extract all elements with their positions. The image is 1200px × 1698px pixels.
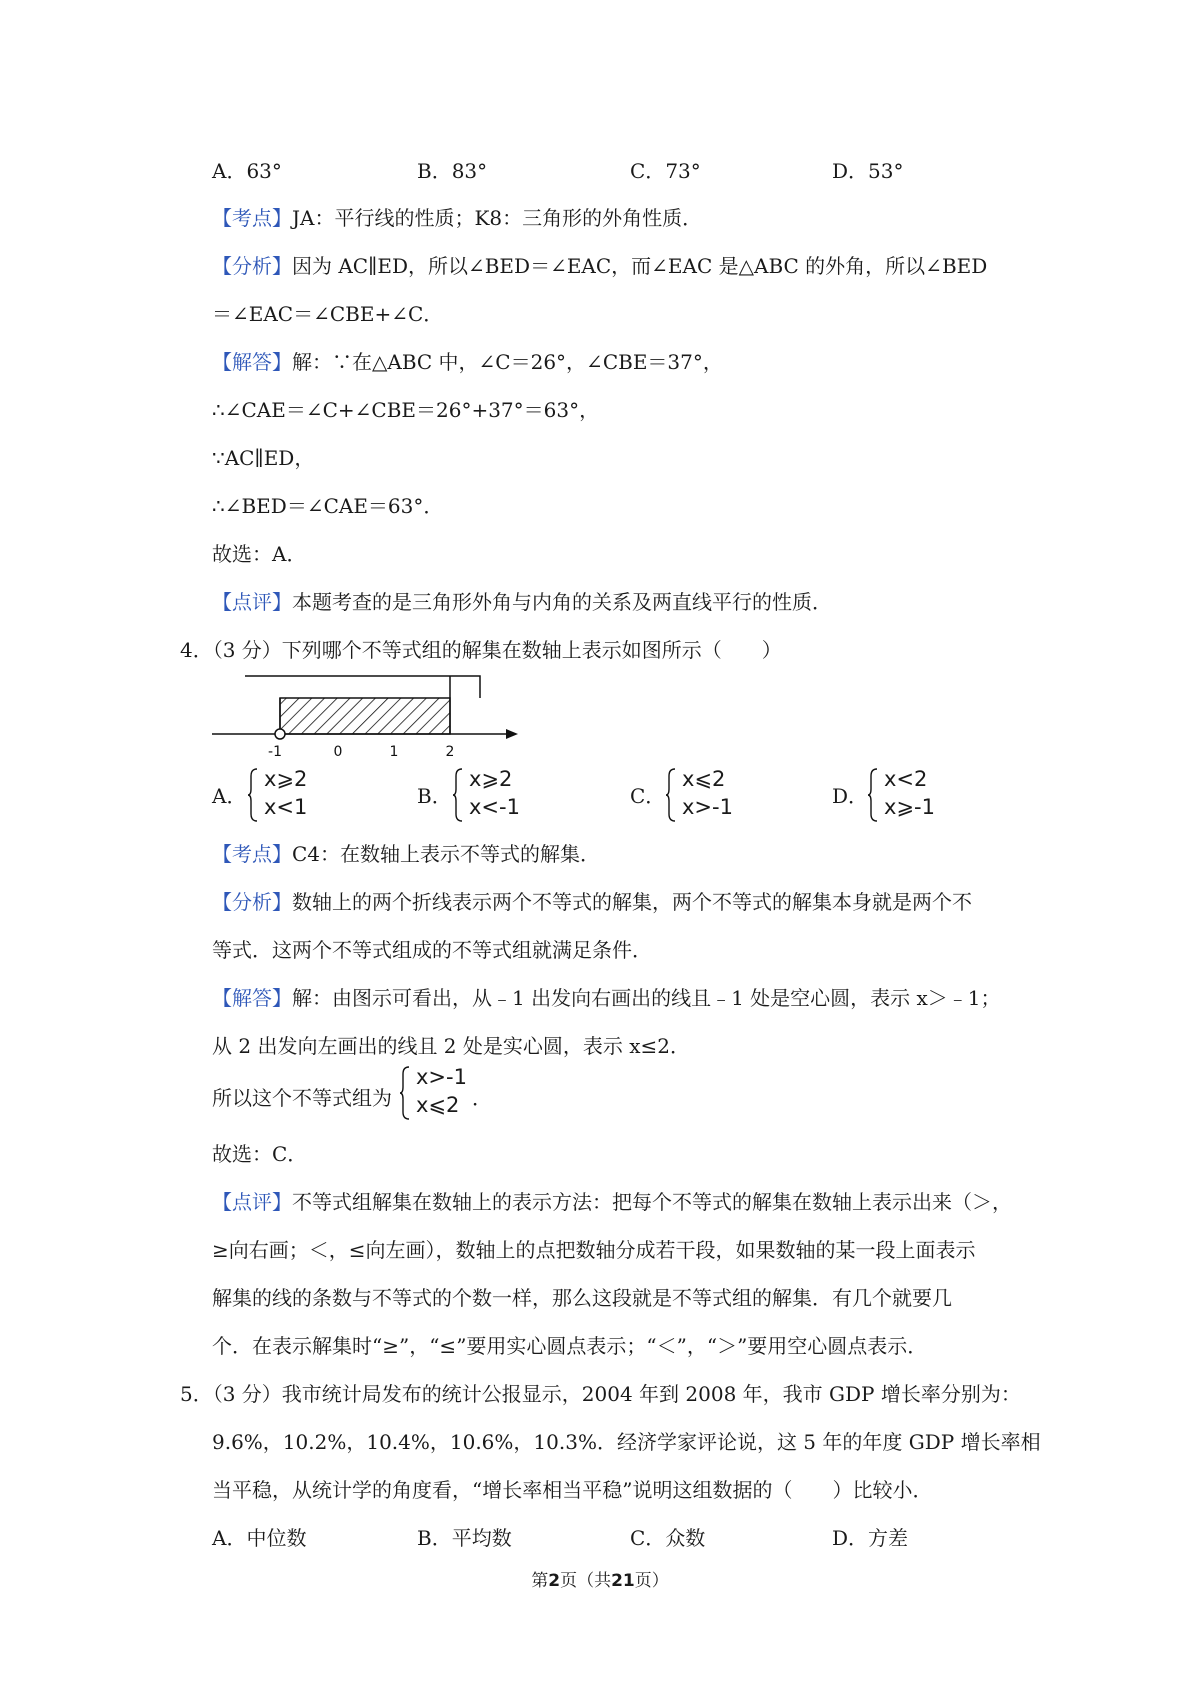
kaodian-tag: 【考点】: [212, 842, 292, 866]
q5-option-c: C．众数: [630, 1526, 706, 1550]
open-circle: [275, 729, 285, 739]
tick-label: 0: [333, 744, 343, 760]
q5-option-d: D．方差: [832, 1526, 909, 1550]
tick-label: 2: [445, 744, 455, 760]
q4-jieda-line2: 从 2 出发向左画出的线且 2 处是实心圆，表示 x≤2．: [212, 1034, 690, 1058]
q3-option-d: D．53°: [832, 159, 904, 183]
dianping-tag: 【点评】: [212, 590, 292, 614]
upper-bracket-line: [245, 676, 480, 698]
q3-fenxi-line1: 【分析】因为 AC∥ED，所以∠BED＝∠EAC，而∠EAC 是△ABC 的外角，所以∠BED: [212, 254, 988, 278]
q3-jieda-line3: ∵AC∥ED，: [212, 446, 315, 470]
kaodian-tag: 【考点】: [212, 206, 292, 230]
jieda-tag: 【解答】: [212, 350, 292, 374]
q3-option-a: A．63°: [212, 159, 282, 183]
tick-label: 1: [389, 744, 399, 760]
page-footer: 第2页（共21页）: [531, 1571, 669, 1591]
q3-option-c: C．73°: [630, 159, 701, 183]
q4-dianping-line4: 个．在表示解集时“≥”，“≤”要用实心圆点表示；“＜”，“＞”要用空心圆点表示．: [212, 1334, 928, 1358]
q5-stem-line3: 当平稳，从统计学的角度看，“增长率相当平稳”说明这组数据的（ ）比较小．: [212, 1478, 933, 1502]
q5-stem-line2: 9.6%，10.2%，10.4%，10.6%，10.3%．经济学家评论说，这 5 年的年度 GDP 增长率相: [212, 1430, 1041, 1454]
q4-stem: 4．（3 分）下列哪个不等式组的解集在数轴上表示如图所示（ ）: [180, 638, 782, 662]
q3-kaodian: 【考点】JA：平行线的性质；K8：三角形的外角性质．: [212, 206, 703, 230]
q5-stem-line1: 5．（3 分）我市统计局发布的统计公报显示，2004 年到 2008 年，我市 GDP 增长率分别为：: [180, 1382, 1021, 1406]
jieda-tag: 【解答】: [212, 986, 292, 1010]
q3-fenxi-line2: ＝∠EAC＝∠CBE+∠C．: [212, 302, 444, 326]
axis-arrow: [506, 729, 518, 739]
q5-option-a: A．中位数: [212, 1526, 307, 1550]
q4-kaodian: 【考点】C4：在数轴上表示不等式的解集．: [212, 842, 601, 866]
q4-guxuan: 故选：C．: [212, 1142, 308, 1166]
hatched-region: [280, 698, 450, 734]
q4-fenxi-line2: 等式．这两个不等式组成的不等式组就满足条件．: [212, 938, 652, 962]
dianping-tag: 【点评】: [212, 1190, 292, 1214]
q3-option-b: B．83°: [417, 159, 488, 183]
q4-dianping-line1: 【点评】不等式组解集在数轴上的表示方法：把每个不等式的解集在数轴上表示出来（＞，: [212, 1190, 1012, 1214]
q3-dianping: 【点评】本题考查的是三角形外角与内角的关系及两直线平行的性质．: [212, 590, 832, 614]
number-line-figure: [210, 672, 530, 760]
q4-dianping-line2: ≥向右画；＜，≤向左画），数轴上的点把数轴分成若干段，如果数轴的某一段上面表示: [212, 1238, 976, 1262]
q3-jieda-line1: 【解答】解：∵在△ABC 中，∠C＝26°，∠CBE＝37°，: [212, 350, 723, 374]
q3-jieda-line2: ∴∠CAE＝∠C+∠CBE＝26°+37°＝63°，: [212, 398, 600, 422]
fenxi-tag: 【分析】: [212, 890, 292, 914]
q4-fenxi-line1: 【分析】数轴上的两个折线表示两个不等式的解集，两个不等式的解集本身就是两个不: [212, 890, 972, 914]
q3-jieda-line4: ∴∠BED＝∠CAE＝63°．: [212, 494, 444, 518]
q4-jieda-line1: 【解答】解：由图示可看出，从﹣1 出发向右画出的线且﹣1 处是空心圆，表示 x＞﹣1；: [212, 986, 1001, 1010]
q3-guxuan: 故选：A．: [212, 542, 307, 566]
q4-dianping-line3: 解集的线的条数与不等式的个数一样，那么这段就是不等式组的解集．有几个就要几: [212, 1286, 952, 1310]
tick-label: -1: [268, 744, 282, 760]
q5-option-b: B．平均数: [417, 1526, 512, 1550]
fenxi-tag: 【分析】: [212, 254, 292, 278]
